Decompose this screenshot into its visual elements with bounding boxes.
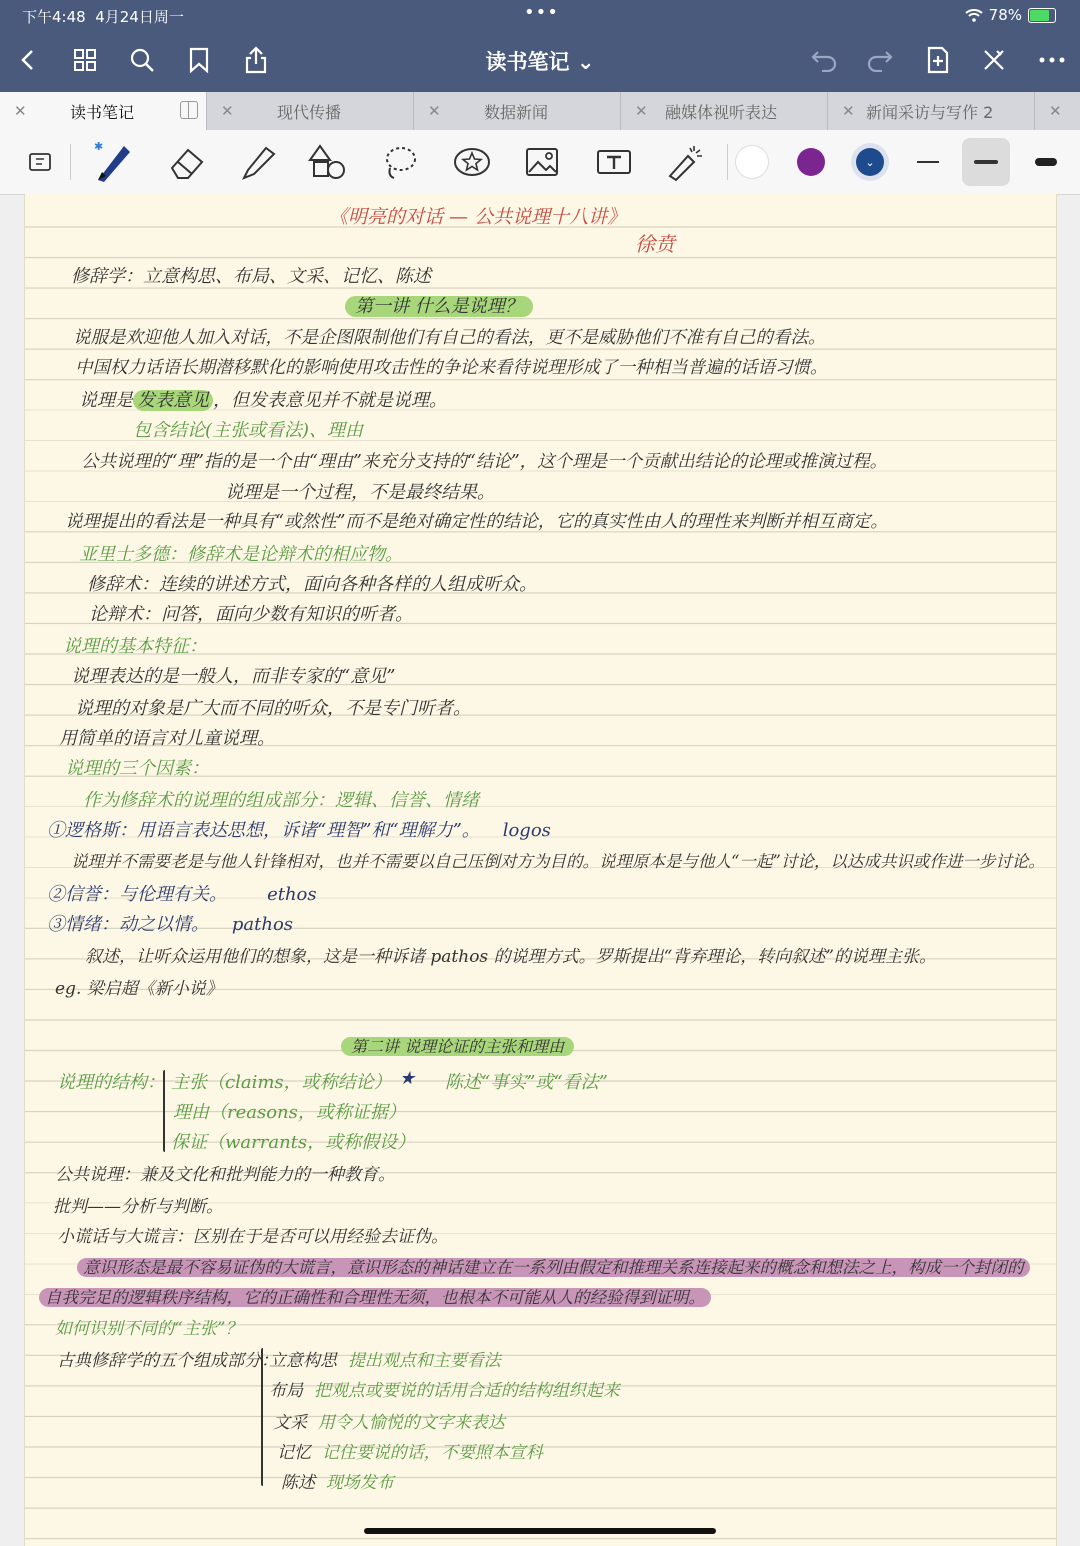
battery-percent: 78% bbox=[988, 6, 1022, 24]
multitask-dots[interactable]: ••• bbox=[524, 2, 559, 23]
tab-modern-communication[interactable]: ✕ 现代传播 bbox=[207, 92, 414, 130]
tab-news-writing[interactable]: ✕ 新闻采访与写作 2 bbox=[828, 92, 1035, 130]
note-line: 陈述“事实”或“看法” bbox=[445, 1072, 608, 1093]
battery-icon bbox=[1028, 8, 1056, 23]
part-item: 记忆 记住要说的话，不要照本宣科 bbox=[277, 1443, 543, 1463]
note-line: 说理是一个过程，不是最终结果。 bbox=[225, 482, 495, 503]
split-view-icon[interactable] bbox=[180, 101, 198, 119]
note-line: 说理表达的是一般人，而非专家的“意见” bbox=[71, 666, 396, 687]
image-icon[interactable] bbox=[520, 140, 564, 184]
highlighter-icon[interactable] bbox=[236, 140, 280, 184]
more-icon[interactable] bbox=[1034, 42, 1070, 78]
laser-icon[interactable] bbox=[662, 140, 706, 184]
note-line: 批判——分析与判断。 bbox=[53, 1197, 223, 1217]
note-line: 公共说理的“理”指的是一个由“理由”来充分支持的“结论”，这个理是一个贡献出结论的论理或推演过程。 bbox=[81, 452, 888, 472]
stroke-thick[interactable] bbox=[1024, 140, 1068, 184]
add-page-icon[interactable] bbox=[920, 42, 956, 78]
note-line: 修辞术：连续的讲述方式，面向各种各样的人组成听众。 bbox=[87, 574, 537, 595]
heading-lecture-2: 第二讲 说理论证的主张和理由 bbox=[341, 1034, 574, 1057]
note-line: 说理的基本特征： bbox=[63, 636, 207, 657]
nav-bar bbox=[0, 34, 1080, 86]
close-toolbar-icon[interactable] bbox=[976, 42, 1012, 78]
shapes-icon[interactable] bbox=[306, 140, 350, 184]
svg-text:✱: ✱ bbox=[94, 140, 104, 153]
note-line: 论辩术：问答，面向少数有知识的听者。 bbox=[89, 604, 413, 625]
part-item: 文采 用令人愉悦的文字来表达 bbox=[273, 1413, 505, 1433]
tab-reading-notes[interactable]: ✕ 读书笔记 bbox=[0, 92, 207, 130]
book-author: 徐贲 bbox=[635, 232, 675, 256]
status-bar bbox=[0, 2, 1080, 28]
note-line: 叙述，让听众运用他们的想象，这是一种诉诸 pathos 的说理方式。罗斯提出“背弃理论，转向叙述”的说理主张。 bbox=[85, 947, 936, 967]
note-line: 说理提出的看法是一种具有“或然性”而不是绝对确定性的结论，它的真实性由人的理性来判断并相互商定。 bbox=[65, 512, 888, 532]
book-title: 《明亮的对话 — 公共说理十八讲》 bbox=[329, 206, 627, 228]
color-swatch-navy-selected[interactable] bbox=[848, 140, 892, 184]
chevron-down-icon: ⌄ bbox=[856, 148, 884, 176]
note-line: 古典修辞学的五个组成部分： bbox=[57, 1351, 278, 1371]
eraser-icon[interactable] bbox=[164, 140, 208, 184]
tab-overflow[interactable] bbox=[1035, 92, 1080, 130]
note-line: ③情绪：动之以情。 pathos bbox=[47, 914, 294, 935]
note-line: 主张（claims，或称结论） bbox=[171, 1072, 392, 1093]
note-line: 说理并不需要老是与他人针锋相对，也并不需要以自己压倒对方为目的。说理原本是与他人“一起”讨论，以达成共识或作进一步讨论。 bbox=[71, 852, 1045, 871]
lasso-select-icon[interactable] bbox=[378, 140, 422, 184]
pen-icon[interactable] bbox=[92, 140, 136, 184]
status-time: 下午4:48 4月24日周一 bbox=[22, 8, 184, 26]
note-line: 说理是 发表意见 ，但发表意见并不就是说理。 bbox=[79, 390, 447, 411]
structure-label: 说理的结构： bbox=[57, 1072, 165, 1093]
notebook-title[interactable]: 读书笔记 ⌄ bbox=[485, 50, 595, 74]
note-line: ①逻格斯：用语言表达思想，诉诸“理智”和“理解力”。 logos bbox=[47, 820, 551, 841]
part-item: 立意构思 提出观点和主要看法 bbox=[269, 1351, 501, 1371]
redo-icon[interactable] bbox=[862, 42, 898, 78]
color-swatch-white[interactable] bbox=[730, 140, 774, 184]
close-icon[interactable]: ✕ bbox=[842, 102, 855, 120]
note-line: 亚里士多德：修辞术是论辩术的相应物。 bbox=[79, 544, 403, 565]
note-line: 用简单的语言对儿童说理。 bbox=[59, 728, 275, 749]
textbox-icon[interactable] bbox=[592, 140, 636, 184]
note-line: 包含结论(主张或看法)、理由 bbox=[133, 420, 364, 441]
note-line: 理由（reasons，或称证据） bbox=[173, 1102, 406, 1123]
stroke-thin[interactable] bbox=[906, 140, 950, 184]
note-line: 修辞学：立意构思、布局、文采、记忆、陈述 bbox=[71, 266, 431, 287]
note-line-highlighted: 意识形态是最不容易证伪的大谎言，意识形态的神话建立在一系列由假定和推理关系连接起来的概念和想法之上，构成一个封闭的 bbox=[77, 1254, 1030, 1278]
tab-media-expression[interactable]: ✕ 融媒体视听表达 bbox=[621, 92, 828, 130]
note-line: 保证（warrants，或称假设） bbox=[171, 1132, 416, 1153]
wifi-icon bbox=[965, 9, 983, 22]
note-line: 中国权力话语长期潜移默化的影响使用攻击性的争论来看待说理形成了一种相当普遍的话语习惯。 bbox=[75, 358, 828, 378]
close-icon[interactable]: ✕ bbox=[1049, 102, 1062, 120]
lasso-icon[interactable] bbox=[20, 140, 64, 184]
home-indicator[interactable] bbox=[364, 1528, 716, 1534]
heading-lecture-1: 第一讲 什么是说理？ bbox=[345, 292, 533, 318]
note-line: ②信誉：与伦理有关。 ethos bbox=[47, 884, 317, 905]
note-line: 说理的对象是广大而不同的听众，不是专门听者。 bbox=[75, 698, 471, 719]
tab-bar bbox=[0, 92, 1080, 130]
note-line: 小谎话与大谎言：区别在于是否可以用经验去证伪。 bbox=[57, 1227, 448, 1247]
note-line: 说服是欢迎他人加入对话，不是企图限制他们有自己的看法，更不是威胁他们不准有自己的看法。 bbox=[73, 328, 826, 348]
close-icon[interactable]: ✕ bbox=[14, 102, 27, 120]
note-line: eg. 梁启超《新小说》 bbox=[55, 979, 223, 999]
note-line: 作为修辞术的说理的组成部分：逻辑、信誉、情绪 bbox=[83, 790, 479, 811]
part-item: 陈述 现场发布 bbox=[281, 1473, 394, 1493]
brace bbox=[163, 1070, 165, 1152]
notebook-page[interactable] bbox=[24, 194, 1057, 1546]
color-swatch-purple[interactable] bbox=[789, 140, 833, 184]
part-item: 布局 把观点或要说的话用合适的结构组织起来 bbox=[269, 1381, 620, 1401]
star-icon: ★ bbox=[399, 1068, 416, 1089]
note-line: 公共说理：兼及文化和批判能力的一种教育。 bbox=[55, 1165, 395, 1185]
brace bbox=[261, 1348, 263, 1486]
note-line-highlighted: 自我完足的逻辑秩序结构，它的正确性和合理性无须，也根本不可能从人的经验得到证明。 bbox=[39, 1284, 711, 1308]
close-icon[interactable]: ✕ bbox=[428, 102, 441, 120]
note-line: 说理的三个因素： bbox=[65, 758, 209, 779]
note-line: 如何识别不同的“主张”？ bbox=[55, 1319, 243, 1339]
tab-data-news[interactable]: ✕ 数据新闻 bbox=[414, 92, 621, 130]
top-bar bbox=[0, 0, 1080, 92]
undo-icon[interactable] bbox=[806, 42, 842, 78]
drawing-toolbar bbox=[0, 130, 1080, 195]
close-icon[interactable]: ✕ bbox=[221, 102, 234, 120]
close-icon[interactable]: ✕ bbox=[635, 102, 648, 120]
sticker-icon[interactable] bbox=[450, 140, 494, 184]
stroke-medium-selected[interactable] bbox=[962, 138, 1010, 186]
